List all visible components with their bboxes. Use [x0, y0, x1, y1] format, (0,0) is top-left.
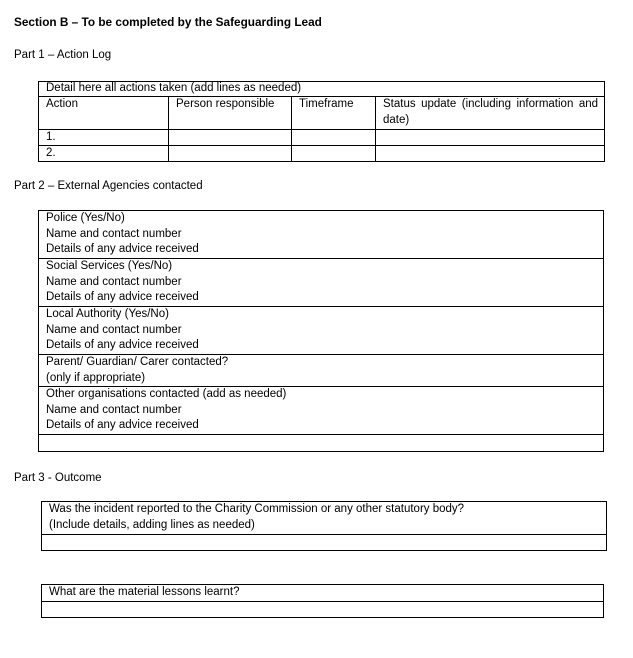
parent-guardian-note: (only if appropriate) — [46, 371, 146, 384]
part1-heading: Part 1 – Action Log — [14, 49, 112, 61]
police-label: Police (Yes/No) — [46, 212, 125, 224]
part2-heading: Part 2 – External Agencies contacted — [14, 180, 203, 192]
action-row-number: 1. — [39, 130, 169, 146]
police-advice-label: Details of any advice received — [46, 243, 199, 255]
social-services-block[interactable] — [39, 259, 604, 307]
status-update-cell[interactable] — [376, 130, 605, 146]
table-row — [39, 130, 605, 146]
reporting-question-note: (Include details, adding lines as needed) — [49, 518, 255, 531]
local-authority-advice-label: Details of any advice received — [46, 339, 199, 351]
other-organisations-block[interactable] — [39, 387, 604, 435]
part3-heading: Part 3 - Outcome — [14, 472, 102, 484]
social-services-contact-label: Name and contact number — [46, 275, 182, 288]
local-authority-label: Local Authority (Yes/No) — [46, 308, 169, 320]
section-title: Section B – To be completed by the Safeguarding Lead — [14, 15, 322, 29]
status-update-cell[interactable] — [376, 146, 605, 162]
additional-agency-row[interactable] — [39, 435, 604, 452]
police-contact-label: Name and contact number — [46, 227, 182, 240]
parent-guardian-label: Parent/ Guardian/ Carer contacted? — [46, 356, 229, 368]
action-row-number: 2. — [39, 146, 169, 162]
local-authority-block[interactable] — [39, 307, 604, 355]
other-organisations-contact-label: Name and contact number — [46, 403, 182, 416]
timeframe-cell[interactable] — [292, 146, 376, 162]
external-agencies-table — [38, 210, 604, 452]
person-responsible-cell[interactable] — [169, 130, 292, 146]
police-block[interactable] — [39, 211, 604, 259]
reporting-question-text: Was the incident reported to the Charity Commission or any other statutory body? — [49, 503, 465, 515]
other-organisations-label: Other organisations contacted (add as needed) — [46, 388, 287, 400]
lessons-learnt-answer-field[interactable] — [42, 601, 604, 617]
other-organisations-advice-label: Details of any advice received — [46, 419, 199, 431]
parent-guardian-block[interactable] — [39, 355, 604, 387]
column-header-status-update: Status update (including information and date) — [376, 97, 605, 130]
person-responsible-cell[interactable] — [169, 146, 292, 162]
reporting-question-table — [41, 501, 607, 551]
timeframe-cell[interactable] — [292, 130, 376, 146]
action-log-caption: Detail here all actions taken (add lines as needed) — [39, 82, 605, 97]
table-row — [39, 146, 605, 162]
social-services-advice-label: Details of any advice received — [46, 291, 199, 303]
reporting-answer-field[interactable] — [42, 535, 607, 551]
lessons-learnt-question: What are the material lessons learnt? — [42, 585, 604, 602]
column-header-action: Action — [39, 97, 169, 130]
local-authority-contact-label: Name and contact number — [46, 323, 182, 336]
social-services-label: Social Services (Yes/No) — [46, 260, 173, 272]
reporting-question — [42, 502, 607, 535]
column-header-person-responsible: Person responsible — [169, 97, 292, 130]
lessons-learnt-table — [41, 584, 604, 618]
column-header-timeframe: Timeframe — [292, 97, 376, 130]
action-log-table — [38, 81, 605, 162]
